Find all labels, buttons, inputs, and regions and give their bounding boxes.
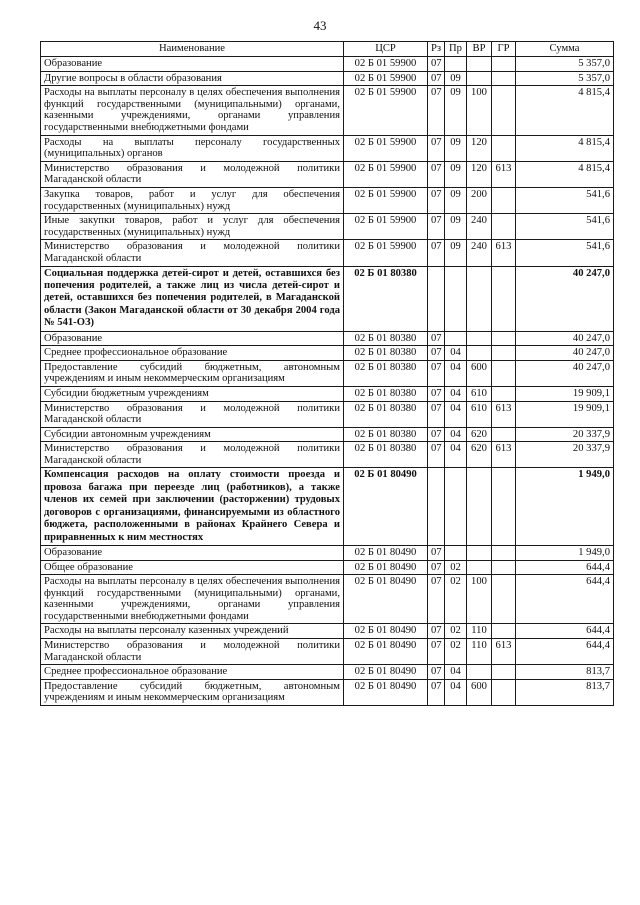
- cell-name: Министерство образования и молодежной политики Магаданской области: [41, 401, 344, 427]
- cell-vr: [467, 331, 492, 346]
- cell-rz: 07: [428, 331, 445, 346]
- cell-vr: 100: [467, 86, 492, 135]
- cell-gr: [492, 214, 516, 240]
- cell-name: Общее образование: [41, 560, 344, 575]
- cell-sum: 644,4: [516, 560, 614, 575]
- header-pr: Пр: [445, 42, 467, 57]
- cell-sum: 40 247,0: [516, 266, 614, 331]
- cell-gr: [492, 545, 516, 560]
- cell-pr: 04: [445, 360, 467, 386]
- header-vr: ВР: [467, 42, 492, 57]
- cell-vr: 600: [467, 360, 492, 386]
- cell-rz: 07: [428, 57, 445, 72]
- cell-rz: 07: [428, 560, 445, 575]
- cell-name: Министерство образования и молодежной политики Магаданской области: [41, 639, 344, 665]
- cell-name: Социальная поддержка детей-сирот и детей, оставшихся без попечения родителей, а также лиц из числа детей-сирот и детей, оставшихся без попечения родителей, в Магаданской области (Закон Магаданской области от 30 декабря 2004 года № 541-ОЗ): [41, 266, 344, 331]
- cell-gr: [492, 468, 516, 545]
- cell-pr: 04: [445, 386, 467, 401]
- table-row: [41, 624, 614, 639]
- cell-pr: 09: [445, 214, 467, 240]
- cell-pr: 04: [445, 665, 467, 680]
- cell-gr: [492, 360, 516, 386]
- cell-vr: 600: [467, 679, 492, 705]
- cell-rz: 07: [428, 86, 445, 135]
- cell-name: Закупка товаров, работ и услуг для обеспечения государственных (муниципальных) нужд: [41, 187, 344, 213]
- cell-gr: 613: [492, 161, 516, 187]
- cell-sum: 813,7: [516, 665, 614, 680]
- cell-csr: 02 Б 01 59900: [344, 86, 428, 135]
- cell-rz: 07: [428, 240, 445, 266]
- table-row: [41, 360, 614, 386]
- cell-vr: [467, 57, 492, 72]
- cell-sum: 644,4: [516, 575, 614, 624]
- table-row: [41, 240, 614, 266]
- cell-sum: 40 247,0: [516, 331, 614, 346]
- table-row: [41, 346, 614, 361]
- cell-sum: 20 337,9: [516, 427, 614, 442]
- cell-vr: 620: [467, 442, 492, 468]
- cell-rz: 07: [428, 187, 445, 213]
- page-number: 43: [313, 18, 327, 33]
- cell-name: Образование: [41, 545, 344, 560]
- cell-pr: [445, 331, 467, 346]
- cell-sum: 1 949,0: [516, 468, 614, 545]
- cell-csr: 02 Б 01 59900: [344, 214, 428, 240]
- cell-name: Компенсация расходов на оплату стоимости проезда и провоза багажа при переезде лиц (работников), а также членов их семей при заключении (расторжении) трудовых договоров с организациями, финансируемыми из областного бюджета, расположенными в районах Крайнего Севера и приравненных к ним местностях: [41, 468, 344, 545]
- cell-pr: [445, 545, 467, 560]
- cell-name: Иные закупки товаров, работ и услуг для обеспечения государственных (муниципальных) нужд: [41, 214, 344, 240]
- cell-csr: 02 Б 01 59900: [344, 71, 428, 86]
- cell-csr: 02 Б 01 80380: [344, 386, 428, 401]
- cell-pr: 09: [445, 240, 467, 266]
- table-row: [41, 468, 614, 545]
- cell-sum: 541,6: [516, 214, 614, 240]
- cell-gr: [492, 71, 516, 86]
- cell-vr: 620: [467, 427, 492, 442]
- budget-table: [40, 41, 614, 706]
- table-row: [41, 135, 614, 161]
- cell-gr: [492, 624, 516, 639]
- cell-name: Расходы на выплаты персоналу в целях обеспечения выполнения функций государственными (муниципальными) органами, казенными учреждениями, органами управления государственными внебюджетными фондами: [41, 575, 344, 624]
- cell-name: Расходы на выплаты персоналу в целях обеспечения выполнения функций государственными (муниципальными) органами, казенными учреждениями, органами управления государственными внебюджетными фондами: [41, 86, 344, 135]
- cell-csr: 02 Б 01 80380: [344, 360, 428, 386]
- cell-sum: 5 357,0: [516, 71, 614, 86]
- cell-vr: [467, 346, 492, 361]
- table-row: [41, 560, 614, 575]
- table-row: [41, 57, 614, 72]
- cell-csr: 02 Б 01 80490: [344, 560, 428, 575]
- cell-pr: 02: [445, 624, 467, 639]
- header-csr: ЦСР: [344, 42, 428, 57]
- table-row: [41, 665, 614, 680]
- cell-pr: [445, 57, 467, 72]
- cell-rz: 07: [428, 386, 445, 401]
- table-row: [41, 427, 614, 442]
- cell-vr: [467, 266, 492, 331]
- cell-gr: 613: [492, 639, 516, 665]
- cell-name: Министерство образования и молодежной политики Магаданской области: [41, 161, 344, 187]
- table-row: [41, 679, 614, 705]
- cell-gr: [492, 386, 516, 401]
- cell-sum: 644,4: [516, 639, 614, 665]
- cell-pr: 09: [445, 71, 467, 86]
- cell-sum: 19 909,1: [516, 401, 614, 427]
- table-row: [41, 386, 614, 401]
- cell-rz: 07: [428, 346, 445, 361]
- cell-name: Субсидии бюджетным учреждениям: [41, 386, 344, 401]
- cell-vr: 610: [467, 386, 492, 401]
- cell-sum: 40 247,0: [516, 346, 614, 361]
- cell-csr: 02 Б 01 80380: [344, 401, 428, 427]
- cell-rz: 07: [428, 161, 445, 187]
- cell-sum: 644,4: [516, 624, 614, 639]
- table-row: [41, 71, 614, 86]
- cell-sum: 19 909,1: [516, 386, 614, 401]
- cell-gr: [492, 331, 516, 346]
- cell-gr: [492, 575, 516, 624]
- cell-rz: 07: [428, 360, 445, 386]
- cell-rz: 07: [428, 624, 445, 639]
- table-body: [41, 57, 614, 706]
- cell-pr: 04: [445, 679, 467, 705]
- table-row: [41, 575, 614, 624]
- cell-csr: 02 Б 01 59900: [344, 240, 428, 266]
- cell-vr: 200: [467, 187, 492, 213]
- cell-gr: [492, 427, 516, 442]
- cell-csr: 02 Б 01 59900: [344, 161, 428, 187]
- cell-sum: 20 337,9: [516, 442, 614, 468]
- header-row: [41, 42, 614, 57]
- cell-gr: [492, 135, 516, 161]
- table-row: [41, 442, 614, 468]
- cell-gr: [492, 679, 516, 705]
- cell-name: Среднее профессиональное образование: [41, 665, 344, 680]
- cell-gr: [492, 57, 516, 72]
- cell-rz: 07: [428, 214, 445, 240]
- cell-name: Министерство образования и молодежной политики Магаданской области: [41, 240, 344, 266]
- cell-sum: 541,6: [516, 240, 614, 266]
- cell-csr: 02 Б 01 80490: [344, 624, 428, 639]
- cell-name: Образование: [41, 331, 344, 346]
- cell-csr: 02 Б 01 59900: [344, 187, 428, 213]
- cell-name: Предоставление субсидий бюджетным, автономным учреждениям и иным некоммерческим организациям: [41, 360, 344, 386]
- cell-csr: 02 Б 01 80490: [344, 545, 428, 560]
- cell-gr: [492, 346, 516, 361]
- cell-csr: 02 Б 01 59900: [344, 135, 428, 161]
- table-row: [41, 214, 614, 240]
- cell-pr: 04: [445, 427, 467, 442]
- cell-vr: 110: [467, 639, 492, 665]
- cell-csr: 02 Б 01 59900: [344, 57, 428, 72]
- header-sum: Сумма: [516, 42, 614, 57]
- cell-name: Расходы на выплаты персоналу казенных учреждений: [41, 624, 344, 639]
- cell-csr: 02 Б 01 80490: [344, 468, 428, 545]
- cell-csr: 02 Б 01 80380: [344, 346, 428, 361]
- cell-csr: 02 Б 01 80490: [344, 639, 428, 665]
- cell-sum: 4 815,4: [516, 135, 614, 161]
- cell-name: Среднее профессиональное образование: [41, 346, 344, 361]
- cell-rz: 07: [428, 575, 445, 624]
- cell-vr: 240: [467, 240, 492, 266]
- cell-gr: 613: [492, 240, 516, 266]
- cell-pr: 04: [445, 346, 467, 361]
- cell-rz: 07: [428, 545, 445, 560]
- cell-vr: [467, 665, 492, 680]
- cell-vr: 100: [467, 575, 492, 624]
- cell-sum: 4 815,4: [516, 161, 614, 187]
- cell-vr: [467, 71, 492, 86]
- table-row: [41, 545, 614, 560]
- cell-rz: 07: [428, 665, 445, 680]
- cell-sum: 4 815,4: [516, 86, 614, 135]
- cell-pr: 02: [445, 575, 467, 624]
- cell-pr: 04: [445, 401, 467, 427]
- header-gr: ГР: [492, 42, 516, 57]
- cell-pr: 09: [445, 135, 467, 161]
- cell-rz: 07: [428, 135, 445, 161]
- cell-name: Предоставление субсидий бюджетным, автономным учреждениям и иным некоммерческим организациям: [41, 679, 344, 705]
- cell-rz: 07: [428, 679, 445, 705]
- cell-gr: 613: [492, 401, 516, 427]
- cell-vr: [467, 545, 492, 560]
- cell-name: Расходы на выплаты персоналу государственных (муниципальных) органов: [41, 135, 344, 161]
- cell-sum: 541,6: [516, 187, 614, 213]
- cell-sum: 5 357,0: [516, 57, 614, 72]
- cell-csr: 02 Б 01 80380: [344, 442, 428, 468]
- cell-rz: 07: [428, 427, 445, 442]
- cell-vr: [467, 560, 492, 575]
- cell-csr: 02 Б 01 80490: [344, 575, 428, 624]
- cell-rz: 07: [428, 401, 445, 427]
- cell-vr: 610: [467, 401, 492, 427]
- cell-vr: 120: [467, 161, 492, 187]
- cell-gr: [492, 665, 516, 680]
- cell-gr: [492, 560, 516, 575]
- cell-pr: 09: [445, 86, 467, 135]
- cell-pr: [445, 266, 467, 331]
- table-row: [41, 86, 614, 135]
- cell-csr: 02 Б 01 80380: [344, 427, 428, 442]
- cell-rz: [428, 468, 445, 545]
- header-rz: Рз: [428, 42, 445, 57]
- cell-vr: 240: [467, 214, 492, 240]
- cell-vr: 120: [467, 135, 492, 161]
- cell-sum: 1 949,0: [516, 545, 614, 560]
- cell-pr: 09: [445, 161, 467, 187]
- cell-pr: 09: [445, 187, 467, 213]
- cell-gr: [492, 187, 516, 213]
- cell-vr: 110: [467, 624, 492, 639]
- cell-vr: [467, 468, 492, 545]
- cell-gr: 613: [492, 442, 516, 468]
- cell-rz: 07: [428, 442, 445, 468]
- cell-pr: 02: [445, 639, 467, 665]
- table-row: [41, 187, 614, 213]
- cell-csr: 02 Б 01 80490: [344, 665, 428, 680]
- cell-name: Другие вопросы в области образования: [41, 71, 344, 86]
- cell-csr: 02 Б 01 80380: [344, 266, 428, 331]
- cell-rz: [428, 266, 445, 331]
- cell-rz: 07: [428, 639, 445, 665]
- header-name: Наименование: [41, 42, 344, 57]
- cell-sum: 40 247,0: [516, 360, 614, 386]
- cell-csr: 02 Б 01 80490: [344, 679, 428, 705]
- table-row: [41, 401, 614, 427]
- table-header: [41, 42, 614, 57]
- cell-gr: [492, 266, 516, 331]
- cell-gr: [492, 86, 516, 135]
- cell-rz: 07: [428, 71, 445, 86]
- cell-name: Образование: [41, 57, 344, 72]
- cell-pr: [445, 468, 467, 545]
- table-row: [41, 639, 614, 665]
- cell-sum: 813,7: [516, 679, 614, 705]
- table-row: [41, 266, 614, 331]
- cell-name: Субсидии автономным учреждениям: [41, 427, 344, 442]
- table-row: [41, 161, 614, 187]
- cell-csr: 02 Б 01 80380: [344, 331, 428, 346]
- table-row: [41, 331, 614, 346]
- cell-pr: 04: [445, 442, 467, 468]
- cell-pr: 02: [445, 560, 467, 575]
- cell-name: Министерство образования и молодежной политики Магаданской области: [41, 442, 344, 468]
